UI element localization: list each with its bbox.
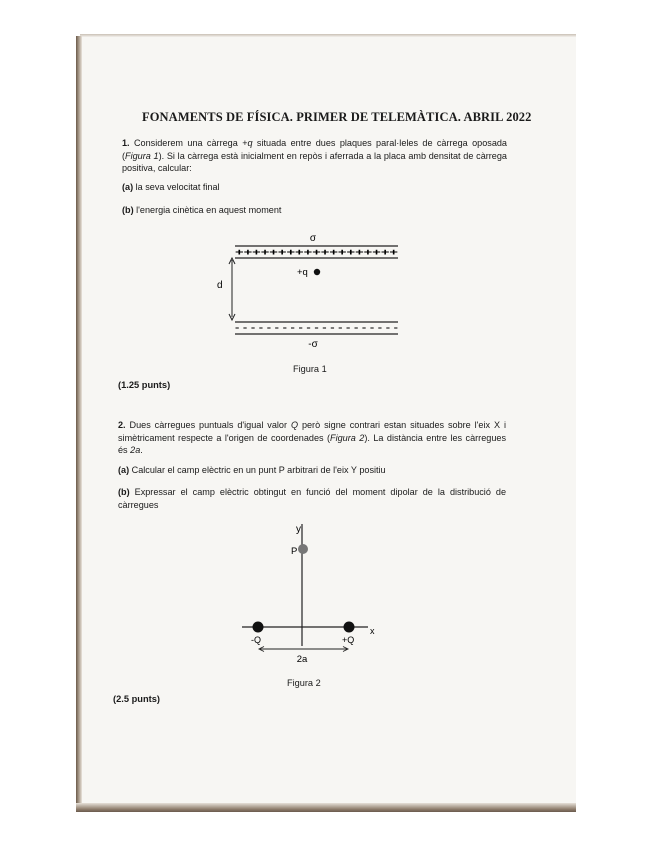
problem2-charge: Q [290,420,299,430]
figure2-diagram [238,518,386,668]
figure1-diagram [205,226,410,350]
problem1-number: 1. [122,138,130,148]
figure1-top-sigma: σ [309,233,317,244]
figure1-charge-label: +q [297,267,308,278]
problem1-statement: 1. Considerem una càrrega +q situada entre dues plaques paral·leles de càrrega oposada (Figura 1). Si la càrrega està inicialment en repòs i aferrada a la placa amb densitat de càrrega positiva, calcular: [122,138,507,174]
figure2-neg-label: -Q [251,635,261,645]
scan-edge-left [76,36,82,812]
problem2-part-a: (a) Calcular el camp elèctric en un punt P arbitrari de l'eix Y positiu [118,465,386,475]
figure2-pos-label: +Q [342,635,355,645]
problem2-number: 2. [118,420,126,430]
scan-edge-bottom [76,803,576,812]
figure1-top-signs: +++++++++++++++++++ [235,247,399,258]
problem2-distance: 2a [130,445,141,456]
figure2-positive-charge [344,622,355,633]
figure2-x-label: x [370,626,375,636]
problem2-part-b: (b) Expressar el camp elèctric obtingut en funció del moment dipolar de la distribució de càrregues [118,487,506,510]
problem2-figure-ref: Figura 2 [330,432,365,443]
figure1-distance-label: d [217,280,223,291]
problem1-part-a: (a) la seva velocitat final [122,182,220,192]
figure2-y-label: y [296,524,301,535]
figure1-bottom-signs: - - - - - - - - - - - - - - - - - - - - - [235,322,399,332]
figure2-caption: Figura 2 [287,678,321,688]
figure2-distance-label: 2a [296,654,308,665]
problem1-charge: +q [242,138,253,148]
figure2-point-label: P [291,546,298,557]
problem1-figure-ref: Figura 1 [125,150,159,161]
figure1-bottom-sigma: -σ [308,339,318,350]
exam-title: FONAMENTS DE FÍSICA. PRIMER DE TELEMÀTICA. ABRIL 2022 [142,110,532,124]
problem2-statement: 2. Dues càrregues puntuals d'igual valor Q però signe contrari estan situades sobre l'eix X i simètricament respecte a l'origen de coordenades (Figura 2). La distància entre les càrregues és 2a. [118,420,506,456]
problem2-points: (2.5 punts) [113,694,161,704]
figure2-negative-charge [253,622,264,633]
figure1-charge-dot [314,269,320,275]
problem1-part-b: (b) l'energia cinètica en aquest moment [122,205,282,215]
figure2-point-p [298,544,308,554]
figure1-caption: Figura 1 [293,364,327,374]
problem1-points: (1.25 punts) [118,380,171,390]
